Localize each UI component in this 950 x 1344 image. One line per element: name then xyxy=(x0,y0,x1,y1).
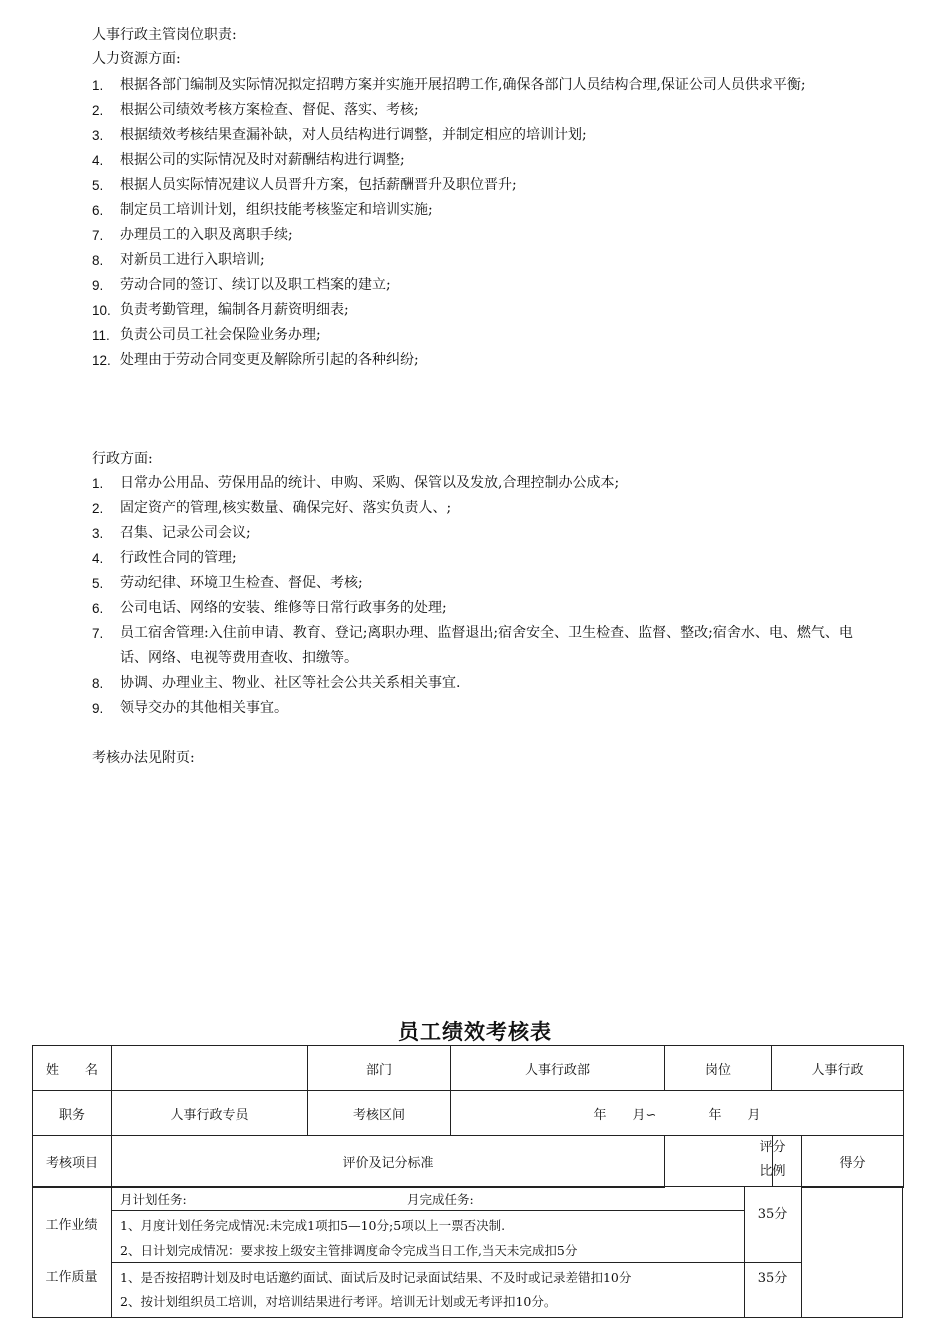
admin-duty-list xyxy=(92,471,872,721)
list-item: 11. 负责公司员工社会保险业务办理; xyxy=(92,327,321,343)
col-score-header: 得分 xyxy=(802,1136,904,1188)
list-item: 8. 对新员工进行入职培训; xyxy=(92,252,265,268)
list-item: 1. 日常办公用品、劳保用品的统计、申购、采购、保管以及发放,合理控制办公成本; xyxy=(92,475,620,491)
hr-section-heading: 人力资源方面: xyxy=(92,51,181,67)
period-value: 年 月∽ 年 月 xyxy=(451,1091,904,1136)
col-criteria-header: 评价及记分标准 xyxy=(112,1136,665,1188)
quality-criterion-2: 2、按计划组织员工培训，对培训结果进行考评。培训无计划或无考评扣10分。 xyxy=(120,1294,557,1309)
list-item: 5. 根据人员实际情况建议人员晋升方案，包括薪酬晋升及职位晋升; xyxy=(92,177,517,193)
list-item: 8. 协调、办理业主、物业、社区等社会公共关系相关事宜. xyxy=(92,675,461,691)
dept-label: 部门 xyxy=(308,1046,451,1091)
list-item: 4. 根据公司的实际情况及时对薪酬结构进行调整; xyxy=(92,152,405,168)
list-item: 2. 根据公司绩效考核方案检查、督促、落实、考核; xyxy=(92,102,419,118)
dept-value: 人事行政部 xyxy=(451,1046,665,1091)
appendix-note: 考核办法见附页: xyxy=(92,750,195,766)
perf-criterion-1: 1、月度计划任务完成情况:未完成1项扣5—10分;5项以上一票否决制. xyxy=(120,1218,506,1233)
name-value xyxy=(112,1046,308,1091)
perf-criterion-2: 2、日计划完成情况：要求按上级安主管排调度命令完成当日工作,当天未完成扣5分 xyxy=(120,1243,578,1258)
perf-label: 工作业绩 xyxy=(45,1218,98,1233)
quality-ratio: 35分 xyxy=(757,1271,788,1286)
quality-label: 工作质量 xyxy=(45,1270,98,1285)
list-item: 4. 行政性合同的管理; xyxy=(92,550,237,566)
perf-task-plan: 月计划任务: xyxy=(120,1192,187,1207)
perf-ratio: 35分 xyxy=(757,1207,788,1222)
hr-duty-list xyxy=(92,73,872,373)
col-ratio-header-line1: 评分 xyxy=(759,1140,786,1155)
perf-task-done: 月完成任务: xyxy=(407,1192,474,1207)
list-item: 7. 办理员工的入职及离职手续; xyxy=(92,227,293,243)
list-item: 6. 公司电话、网络的安装、维修等日常行政事务的处理; xyxy=(92,600,447,616)
list-item: 12. 处理由于劳动合同变更及解除所引起的各种纠纷; xyxy=(92,352,419,368)
criteria-block xyxy=(32,1186,903,1318)
list-item: 10. 负责考勤管理，编制各月薪资明细表; xyxy=(92,302,349,318)
admin-section-heading: 行政方面: xyxy=(92,451,153,467)
name-label: 姓 名 xyxy=(33,1046,112,1091)
role-value: 人事行政专员 xyxy=(112,1091,308,1136)
col-ratio-header-line2: 比例 xyxy=(759,1164,786,1179)
period-label: 考核区间 xyxy=(308,1091,451,1136)
list-item: 6. 制定员工培训计划，组织技能考核鉴定和培训实施; xyxy=(92,202,433,218)
list-item: 9. 领导交办的其他相关事宜。 xyxy=(92,700,288,716)
post-label: 岗位 xyxy=(665,1046,772,1091)
quality-criterion-1: 1、是否按招聘计划及时电话邀约面试、面试后及时记录面试结果、不及时或记录差错扣10分 xyxy=(120,1270,632,1285)
role-label: 职务 xyxy=(33,1091,112,1136)
col-item-header: 考核项目 xyxy=(33,1136,112,1188)
list-item: 3. 召集、记录公司会议; xyxy=(92,525,251,541)
col-ratio-header xyxy=(744,1136,801,1184)
list-item: 7. 员工宿舍管理:入住前申请、教育、登记;离职办理、监督退出;宿舍安全、卫生检查、监督、整改;宿舍水、电、燃气、电话、网络、电视等费用查收、扣缴等。 xyxy=(92,625,853,666)
list-item: 3. 根据绩效考核结果查漏补缺，对人员结构进行调整，并制定相应的培训计划; xyxy=(92,127,587,143)
list-item: 2. 固定资产的管理,核实数量、确保完好、落实负责人、; xyxy=(92,500,452,516)
list-item: 9. 劳动合同的签订、续订以及职工档案的建立; xyxy=(92,277,391,293)
list-item: 5. 劳动纪律、环境卫生检查、督促、考核; xyxy=(92,575,363,591)
document-title: 人事行政主管岗位职责: xyxy=(92,27,237,43)
form-title: 员工绩效考核表 xyxy=(398,1019,552,1044)
list-item: 1. 根据各部门编制及实际情况拟定招聘方案并实施开展招聘工作,确保各部门人员结构合理,保证公司人员供求平衡; xyxy=(92,77,806,93)
post-value: 人事行政 xyxy=(772,1046,904,1091)
